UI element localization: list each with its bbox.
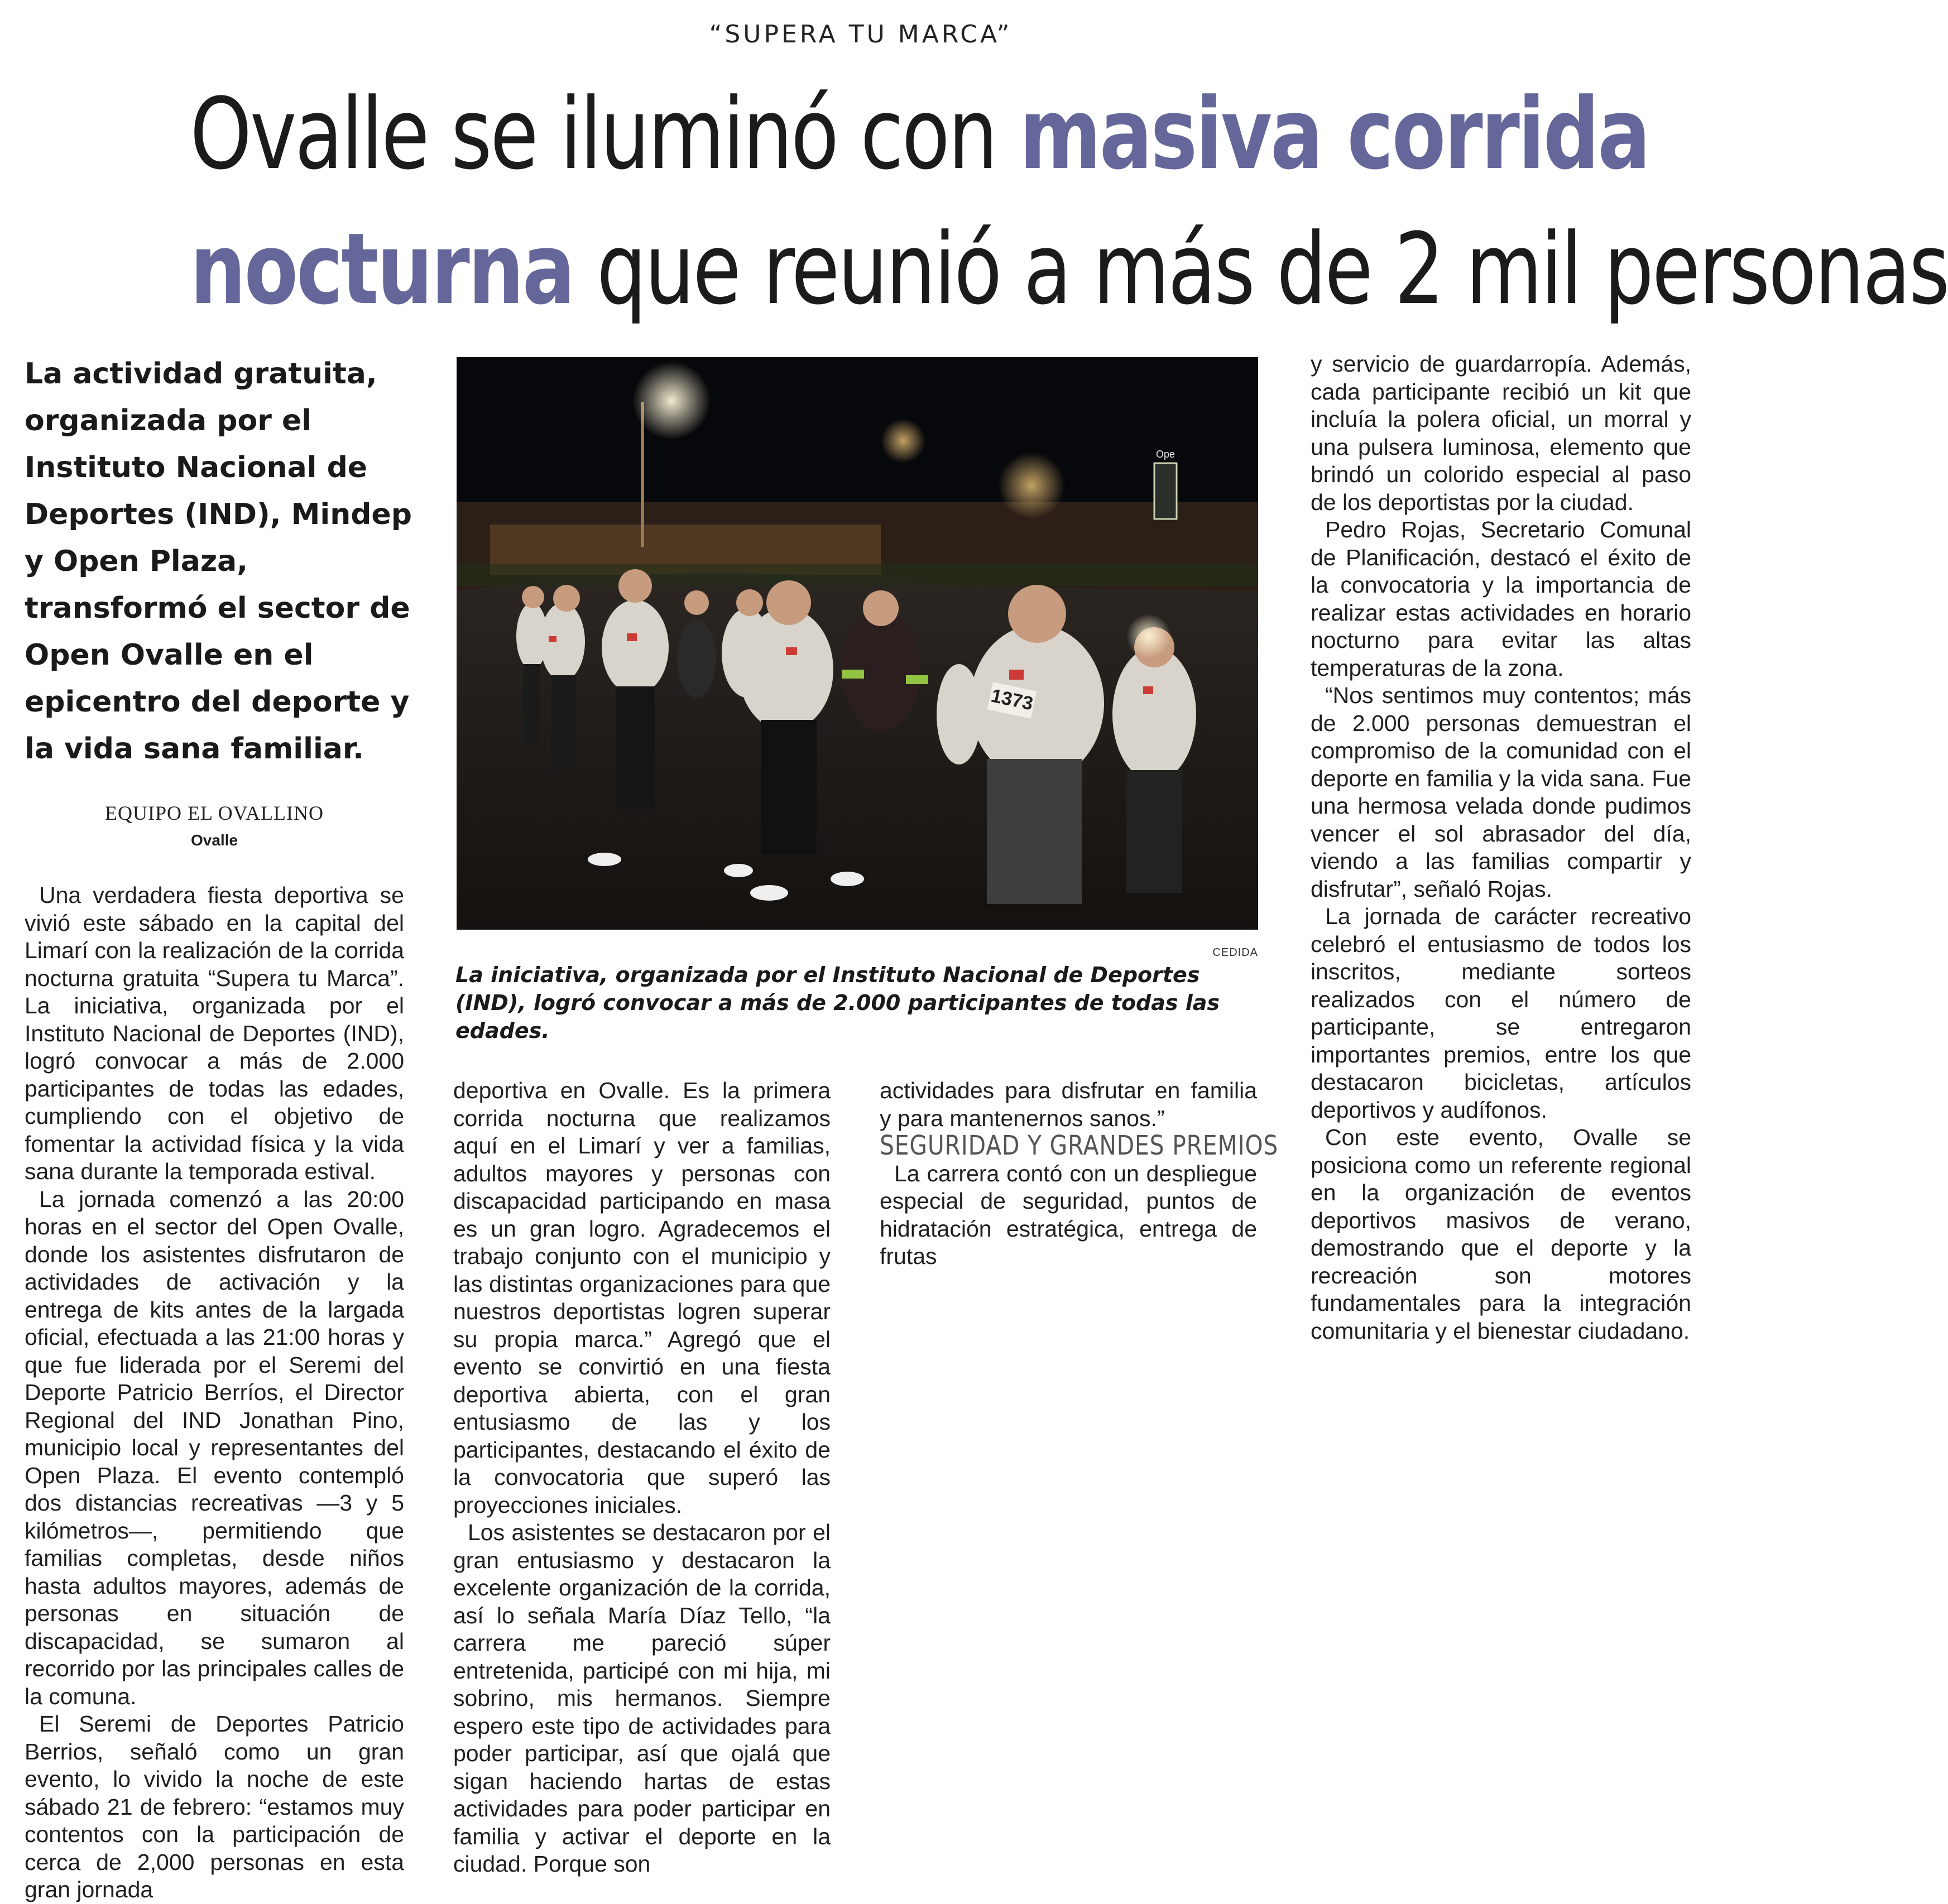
- bib-number: 1373: [989, 685, 1035, 715]
- paragraph: deportiva en Ovalle. Es la primera corrida nocturna que realizamos aquí en el Limarí y ver a familias, adultos mayores y personas con discapacidad participando en masa es un gran logro. Agradecemos el trabajo conjunto con el municipio y las distintas organizaciones para que nuestros deportistas logren superar su propia marca.” Agregó que el evento se convirtió en una fiesta deportiva abierta, con el gran entusiasmo de las y los participantes, destacando el éxito de la convocatoria que superó las proyecciones iniciales.: [453, 1078, 831, 1518]
- lead-summary: La actividad gratuita, organizada por el Instituto Nacional de Deportes (IND), Mindep y Open Plaza, transformó el sector de Open Ovalle en el epicentro del deporte y la vida sana familiar.: [25, 357, 412, 766]
- headline-highlight-2: nocturna: [190, 212, 574, 326]
- photo-credit: CEDIDA: [1212, 946, 1258, 959]
- byline: [25, 801, 404, 849]
- byline-place: Ovalle: [190, 831, 238, 849]
- kicker: “SUPERA TU MARCA”: [709, 20, 1013, 49]
- paragraph: Con este evento, Ovalle se posiciona como un referente regional en la organización de eventos deportivos masivos de verano, demostrando que el deporte y la recreación son motores fundamentales para la integración comunitaria y el bienestar ciudadano.: [1311, 1124, 1691, 1344]
- body-column-4: [1311, 350, 1691, 1345]
- paragraph: actividades para disfrutar en familia y para mantenernos sanos.”: [880, 1078, 1257, 1131]
- paragraph: La carrera contó con un despliegue especial de seguridad, puntos de hidratación estratégica, entrega de frutas: [880, 1160, 1257, 1269]
- paragraph: Una verdadera fiesta deportiva se vivió este sábado en la capital del Limarí con la realización de la corrida nocturna gratuita “Supera tu Marca”. La iniciativa, organizada por el Instituto Nacional de Deportes (IND), logró convocar a más de 2.000 participantes de todas las edades, cumpliendo con el objetivo de fomentar la actividad física y la vida sana durante la temporada estival.: [25, 882, 404, 1184]
- paragraph: La jornada comenzó a las 20:00 horas en el sector del Open Ovalle, donde los asistentes disfrutaron de actividades de activación y la entrega de kits antes de la largada oficial, efectuada a las 21:00 horas y que fue liderada por el Seremi del Deporte Patricio Berríos, el Director Regional del IND Jonathan Pino, municipio local y representantes del Open Plaza. El evento contempló dos distancias recreativas —3 y 5 kilómetros—, permitiendo que familias completas, desde niños hasta adultos mayores, además de personas en situación de discapacidad, se sumaron al recorrido por las principales calles de la comuna.: [25, 1186, 404, 1709]
- paragraph: y servicio de guardarropía. Además, cada participante recibió un kit que incluía la polera oficial, un morral y una pulsera luminosa, elemento que brindó un colorido especial al paso de los deportistas por la ciudad.: [1311, 351, 1691, 515]
- headline: [190, 67, 1948, 337]
- paragraph: El Seremi de Deportes Patricio Berrios, señaló como un gran evento, lo vivido la noche de este sábado 21 de febrero: “estamos muy contentos con la participación de cerca de 2,000 personas en esta gran jornada: [25, 1711, 404, 1902]
- paragraph: Los asistentes se destacaron por el gran entusiasmo y destacaron la excelente organización de la corrida, así lo señala María Díaz Tello, “la carrera me pareció súper entretenida, participé con mi hija, mi sobrino, mis hermanos. Siempre espero este tipo de actividades para poder participar, así que ojalá que sigan haciendo hartas de estas actividades para poder participar en familia y activar el deporte en la ciudad. Porque son: [453, 1520, 831, 1877]
- paragraph: “Nos sentimos muy contentos; más de 2.000 personas demuestran el compromiso de la comunidad con el deporte en familia y la vida sana. Fue una hermosa velada donde pudimos vencer el sol abrasador del día, viendo a las familias compartir y disfrutar”, señaló Rojas.: [1311, 682, 1691, 902]
- paragraph: La jornada de carácter recreativo celebró el entusiasmo de todos los inscritos, mediante sorteos realizados con el número de participante, se entregaron importantes premios, entre los que destacaron bicicletas, artículos deportivos y audífonos.: [1311, 903, 1691, 1123]
- section-subhead: SEGURIDAD Y GRANDES PREMIOS: [880, 1130, 1279, 1161]
- headline-part-2: que reunió a más de 2 mil personas: [573, 212, 1948, 326]
- byline-author: EQUIPO EL OVALLINO: [105, 802, 324, 824]
- body-column-1: [25, 882, 404, 1904]
- sign-text: Ope: [1155, 449, 1175, 460]
- body-column-2: [453, 1077, 831, 1878]
- street-lamp: [632, 362, 711, 440]
- night-run-illustration: [457, 357, 1258, 930]
- headline-part-1: Ovalle se iluminó con: [190, 77, 1020, 191]
- article-photo: [457, 357, 1258, 930]
- paragraph: Pedro Rojas, Secretario Comunal de Planificación, destacó el éxito de la convocatoria y la importancia de realizar estas actividades en horario nocturno para evitar las altas temperaturas de la zona.: [1311, 517, 1691, 681]
- photo-caption: La iniciativa, organizada por el Instituto Nacional de Deportes (IND), logró convocar a más de 2.000 participantes de todas las edades.: [455, 963, 1220, 1043]
- headline-highlight-1: masiva corrida: [1019, 77, 1649, 191]
- body-column-3: [880, 1077, 1279, 1271]
